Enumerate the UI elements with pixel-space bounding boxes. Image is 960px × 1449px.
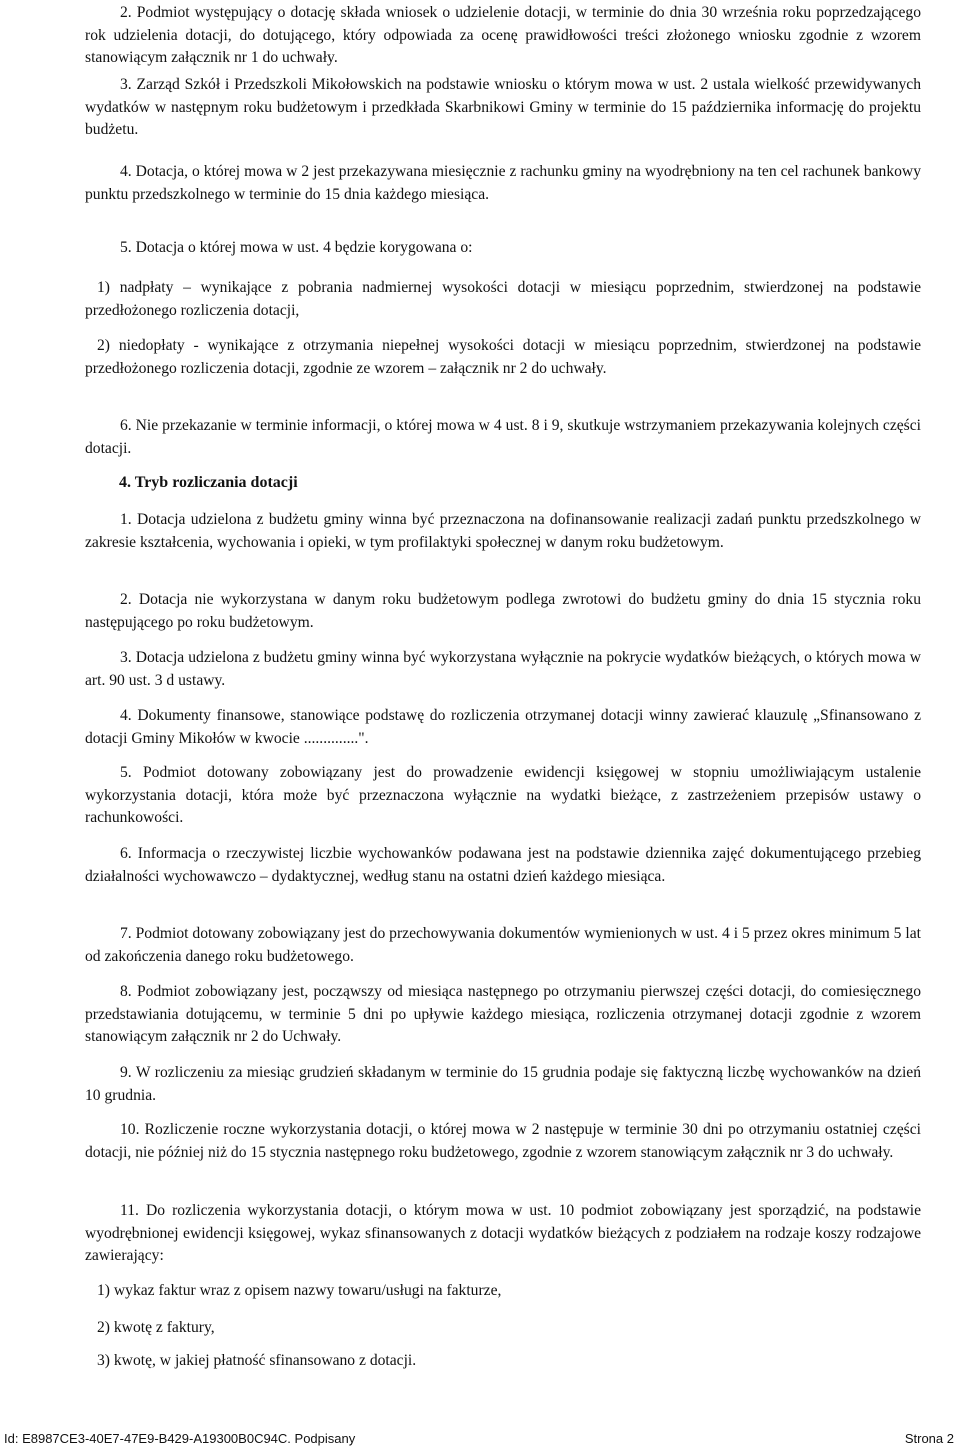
list-item-4-11-1: 1) wykaz faktur wraz z opisem nazwy towaru/usługi na fakturze, — [97, 1282, 502, 1299]
paragraph-2-4: 4. Dotacja, o której mowa w 2 jest przekazywana miesięcznie z rachunku gminy na wyodrębniony na ten cel rachunek bankowy punktu przedszkolnego w terminie do 15 dnia każdego miesiąca. — [85, 163, 921, 203]
paragraph-2-5: 5. Dotacja o której mowa w ust. 4 będzie korygowana o: — [120, 239, 473, 256]
list-item-2-5-2: 2) niedopłaty - wynikające z otrzymania niepełnej wysokości dotacji w miesiącu poprzednim, stwierdzonej na podstawie przedłożonego rozliczenia dotacji, zgodnie ze wzorem – załącznik nr 2 do uchwały. — [85, 337, 921, 377]
paragraph-4-10: 10. Rozliczenie roczne wykorzystania dotacji, o której mowa w 2 następuje w terminie 30 dni po otrzymaniu ostatniej części dotacji, nie później niż do 15 stycznia następnego roku budżetowego, zgodnie z wzorem stanowiącym załącznik nr 3 do uchwały. — [85, 1121, 921, 1161]
paragraph-4-4: 4. Dokumenty finansowe, stanowiące podstawę do rozliczenia otrzymanej dotacji winny zawierać klauzulę „Sfinansowano z dotacji Gminy Mikołów w kwocie ..............". — [85, 707, 921, 747]
paragraph-4-6: 6. Informacja o rzeczywistej liczbie wychowanków podawana jest na podstawie dziennika zajęć dokumentującego przebieg działalności wychowawczo – dydaktycznej, według stanu na ostatni dzień każdego miesiąca. — [85, 845, 921, 885]
paragraph-4-5: 5. Podmiot dotowany zobowiązany jest do prowadzenie ewidencji księgowej w stopniu umożliwiającym ustalenie wykorzystania dotacji, która może być przeznaczona wyłącznie na wydatki bieżące, z zastrzeżeniem przepisów ustawy o rachunkowości. — [85, 764, 921, 826]
page-number: Strona 2 — [904, 1431, 954, 1446]
paragraph-4-9: 9. W rozliczeniu za miesiąc grudzień składanym w terminie do 15 grudnia podaje się faktyczną liczbę wychowanków na dzień 10 grudnia. — [85, 1064, 921, 1104]
paragraph-4-11: 11. Do rozliczenia wykorzystania dotacji, o którym mowa w ust. 10 podmiot zobowiązany jest sporządzić, na podstawie wyodrębnionej ewidencji księgowej, wykaz sfinansowanych z dotacji wydatków bieżących z podziałem na rodzaje koszy rodzajowe zawierający: — [85, 1202, 921, 1264]
paragraph-2-6: 6. Nie przekazanie w terminie informacji, o której mowa w 4 ust. 8 i 9, skutkuje wstrzymaniem przekazywania kolejnych części dotacji. — [85, 417, 921, 457]
section-heading: 4. Tryb rozliczania dotacji — [119, 474, 298, 491]
paragraph-4-1: 1. Dotacja udzielona z budżetu gminy winna być przeznaczona na dofinansowanie realizacji zadań punktu przedszkolnego w zakresie kształcenia, wychowania i opieki, w tym profilaktyki społecznej w danym roku budżetowym. — [85, 511, 921, 551]
paragraph-4-2: 2. Dotacja nie wykorzystana w danym roku budżetowym podlega zwrotowi do budżetu gminy do dnia 15 stycznia roku następującego po roku budżetowym. — [85, 591, 921, 631]
paragraph-4-7: 7. Podmiot dotowany zobowiązany jest do przechowywania dokumentów wymienionych w ust. 4 i 5 przez okres minimum 5 lat od zakończenia danego roku budżetowego. — [85, 925, 921, 965]
page-footer — [0, 1429, 960, 1449]
paragraph-2-2: 2. Podmiot występujący o dotację składa wniosek o udzielenie dotacji, w terminie do dnia 30 września roku poprzedzającego rok udzielenia dotacji, do dotującego, który odpowiada za ocenę prawidłowości treści złożonego wniosku zgodnie z wzorem stanowiącym załącznik nr 1 do uchwały. — [85, 4, 921, 66]
document-id: Id: E8987CE3-40E7-47E9-B429-A19300B0C94C. Podpisany — [4, 1431, 356, 1446]
list-item-4-11-2: 2) kwotę z faktury, — [97, 1319, 215, 1336]
paragraph-2-3: 3. Zarząd Szkół i Przedszkoli Mikołowskich na podstawie wniosku o którym mowa w ust. 2 ustala wielkość przewidywanych wydatków w następnym roku budżetowym i przedkłada Skarbnikowi Gminy w terminie do 15 października informację do projektu budżetu. — [85, 76, 921, 138]
list-item-4-11-3: 3) kwotę, w jakiej płatność sfinansowano z dotacji. — [97, 1352, 417, 1369]
list-item-2-5-1: 1) nadpłaty – wynikające z pobrania nadmiernej wysokości dotacji w miesiącu poprzednim, stwierdzonej na podstawie przedłożonego rozliczenia dotacji, — [85, 279, 921, 319]
paragraph-4-3: 3. Dotacja udzielona z budżetu gminy winna być wykorzystana wyłącznie na pokrycie wydatków bieżących, o których mowa w art. 90 ust. 3 d ustawy. — [85, 649, 921, 689]
paragraph-4-8: 8. Podmiot zobowiązany jest, począwszy od miesiąca następnego po otrzymaniu pierwszej części dotacji, do comiesięcznego przedstawiania dotującemu, w terminie 5 dni po upływie każdego miesiąca, rozliczenia otrzymanej dotacji zgodnie z wzorem stanowiącym załącznik nr 2 do Uchwały. — [85, 983, 921, 1045]
